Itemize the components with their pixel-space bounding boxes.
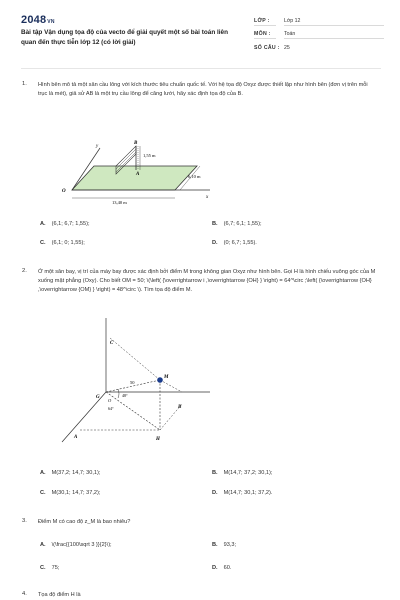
class-label: LỚP : bbox=[254, 18, 270, 24]
subject-value: Toán bbox=[284, 31, 296, 37]
point-A-label: A bbox=[136, 172, 140, 177]
logo-text: 2048 bbox=[21, 14, 47, 26]
airplane-position-figure bbox=[60, 318, 230, 446]
logo-suffix: VN bbox=[47, 19, 55, 25]
point-A-label: A bbox=[74, 435, 78, 440]
point-B-label: B bbox=[134, 141, 138, 146]
question-number: 2. bbox=[22, 268, 27, 274]
option-2d[interactable]: D. M(14,7; 30,1; 37,2). bbox=[212, 490, 273, 496]
option-1b[interactable]: B. (6,7; 6,1; 1,55); bbox=[212, 221, 262, 227]
option-3c[interactable]: C. 75; bbox=[40, 565, 60, 571]
point-M bbox=[157, 377, 163, 383]
question-text: Hình bên mô tả một sân cầu lông với kích thước tiêu chuẩn quốc tế. Với hệ tọa độ Oxyz được thiết lập như hình bên (đơn vị trên mỗi trục là mét), giả sử AB là một trụ cầu lông để căng lưới, hãy xác định tọa độ của B. bbox=[38, 82, 368, 97]
height-label: 1,55 m bbox=[143, 153, 156, 158]
option-2b[interactable]: B. M(14,7; 37,2; 30,1); bbox=[212, 470, 273, 476]
count-label: SỐ CÂU : bbox=[254, 45, 280, 51]
question-text: Điểm M có cao độ z_M là bao nhiêu? bbox=[38, 519, 131, 525]
y-axis-label: y bbox=[96, 144, 99, 149]
x-axis-label: x bbox=[206, 195, 209, 200]
option-3a[interactable]: A. \(\frac{{100\sqrt 3 }}{2}\); bbox=[40, 542, 112, 548]
origin-label: O bbox=[62, 189, 66, 194]
option-3b[interactable]: B. 93,3; bbox=[212, 542, 237, 548]
point-G-label: G bbox=[96, 395, 100, 400]
point-M-label: M bbox=[164, 375, 169, 380]
point-O-label: O bbox=[108, 398, 112, 403]
header-divider bbox=[21, 68, 381, 69]
option-1a[interactable]: A. (6,1; 6,7; 1,55); bbox=[40, 221, 90, 227]
option-2a[interactable]: A. M(37,2; 14,7; 30,1); bbox=[40, 470, 101, 476]
option-2c[interactable]: C. M(30,1; 14,7; 37,2); bbox=[40, 490, 101, 496]
badminton-court-figure bbox=[60, 138, 220, 210]
count-value: 25 bbox=[284, 45, 290, 51]
width-label: 6,10 m bbox=[188, 174, 201, 179]
point-H-label: H bbox=[156, 437, 160, 442]
option-1d[interactable]: D. (0; 6,7; 1,55). bbox=[212, 240, 257, 246]
document-title: Bài tập Vận dụng tọa độ của vecto để giải quyết một số bài toán liên quan đến thực tiễn lớp 12 (có lời giải) bbox=[21, 29, 229, 46]
length-label: 13,40 m bbox=[112, 200, 127, 205]
question-text: Tọa độ điểm H là bbox=[38, 592, 81, 598]
question-number: 3. bbox=[22, 518, 27, 524]
question-number: 4. bbox=[22, 591, 27, 597]
class-value: Lớp 12 bbox=[284, 18, 301, 24]
question-text: Ở một sân bay, vị trí của máy bay được xác định bởi điểm M trong không gian Oxyz như hình bên. Gọi H là hình chiếu vuông góc của M xuống mặt phẳng (Oxy). Cho biết OM = 50; \(\left( {\overrightarrow i ,\overrightarrow {OH} } \right) = 64^\circ ;\left( {\overrightarrow {OH} ,\overrightarrow {OM} } \right) = 48^\circ \). Tìm tọa độ điểm M. bbox=[38, 269, 376, 293]
angle-48-label: 48° bbox=[122, 393, 128, 398]
segment-OH bbox=[106, 392, 160, 430]
court-plane bbox=[72, 166, 197, 190]
point-B-label: B bbox=[178, 405, 182, 410]
site-logo[interactable] bbox=[21, 14, 55, 26]
question-number: 1. bbox=[22, 81, 27, 87]
point-C-label: C bbox=[110, 341, 114, 346]
subject-label: MÔN : bbox=[254, 31, 271, 37]
option-1c[interactable]: C. (6,1; 0; 1,55); bbox=[40, 240, 85, 246]
option-3d[interactable]: D. 60. bbox=[212, 565, 232, 571]
angle-64-label: 64° bbox=[108, 406, 114, 411]
length-50-label: 50 bbox=[130, 380, 135, 385]
